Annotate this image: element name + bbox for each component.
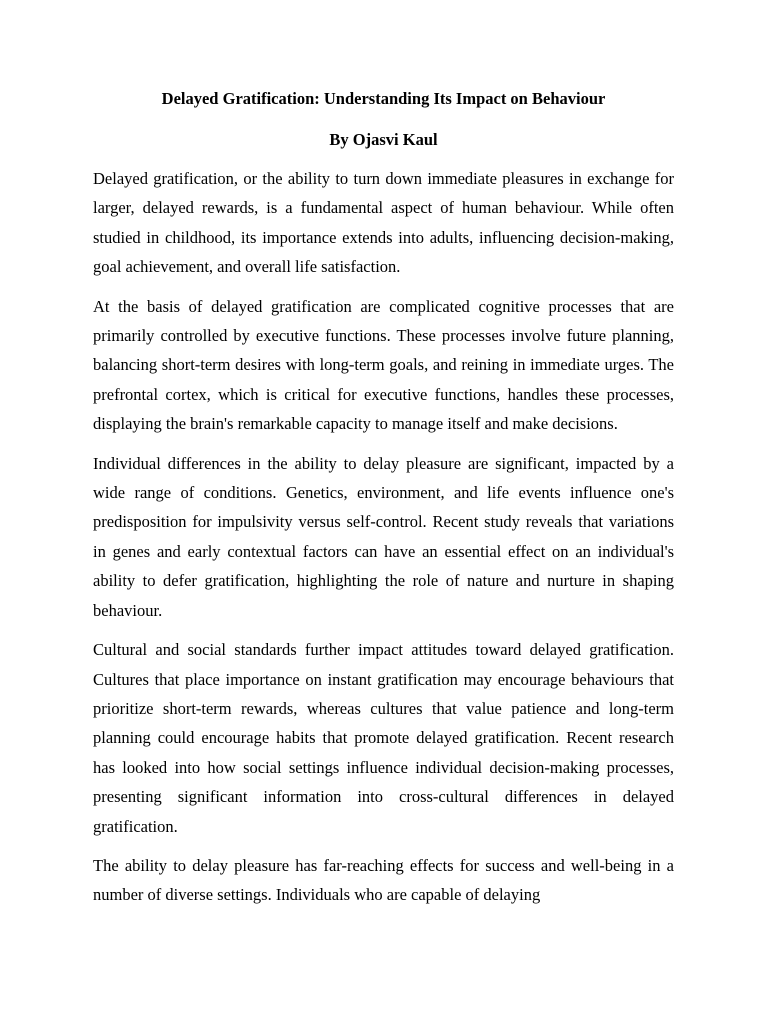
paragraph-1: Delayed gratification, or the ability to turn down immediate pleasures in exchange for larger, delayed rewards, is a fundamental aspect of human behaviour. While often studied in childhood, its importance extends into adults, influencing decision-making, goal achievement, and overall life satisfaction. — [93, 169, 674, 277]
document-title: Delayed Gratification: Understanding Its Impact on Behaviour — [161, 89, 606, 108]
paragraph-2: At the basis of delayed gratification are complicated cognitive processes that are primarily controlled by executive functions. These processes involve future planning, balancing short-term desires with long-term goals, and reining in immediate urges. The prefrontal cortex, which is critical for executive functions, handles these processes, displaying the brain's remarkable capacity to manage itself and make decisions. — [93, 296, 674, 434]
paragraph-5: The ability to delay pleasure has far-reaching effects for success and well-being in a number of diverse settings. Individuals who are capable of delaying — [93, 855, 674, 905]
document-byline: By Ojasvi Kaul — [329, 130, 438, 149]
paragraph-4: Cultural and social standards further impact attitudes toward delayed gratification. Cultures that place importance on instant gratification may encourage behaviours that prioritize short-term rewards, whereas cultures that value patience and long-term planning could encourage habits that promote delayed gratification. Recent research has looked into how social settings influence individual decision-making processes, presenting significant information into cross-cultural differences in delayed gratification. — [93, 640, 674, 836]
paragraph-3: Individual differences in the ability to delay pleasure are significant, impacted by a wide range of conditions. Genetics, environment, and life events influence one's predisposition for impulsivity versus self-control. Recent study reveals that variations in genes and early contextual factors can have an essential effect on an individual's ability to defer gratification, highlighting the role of nature and nurture in shaping behaviour. — [93, 453, 674, 620]
